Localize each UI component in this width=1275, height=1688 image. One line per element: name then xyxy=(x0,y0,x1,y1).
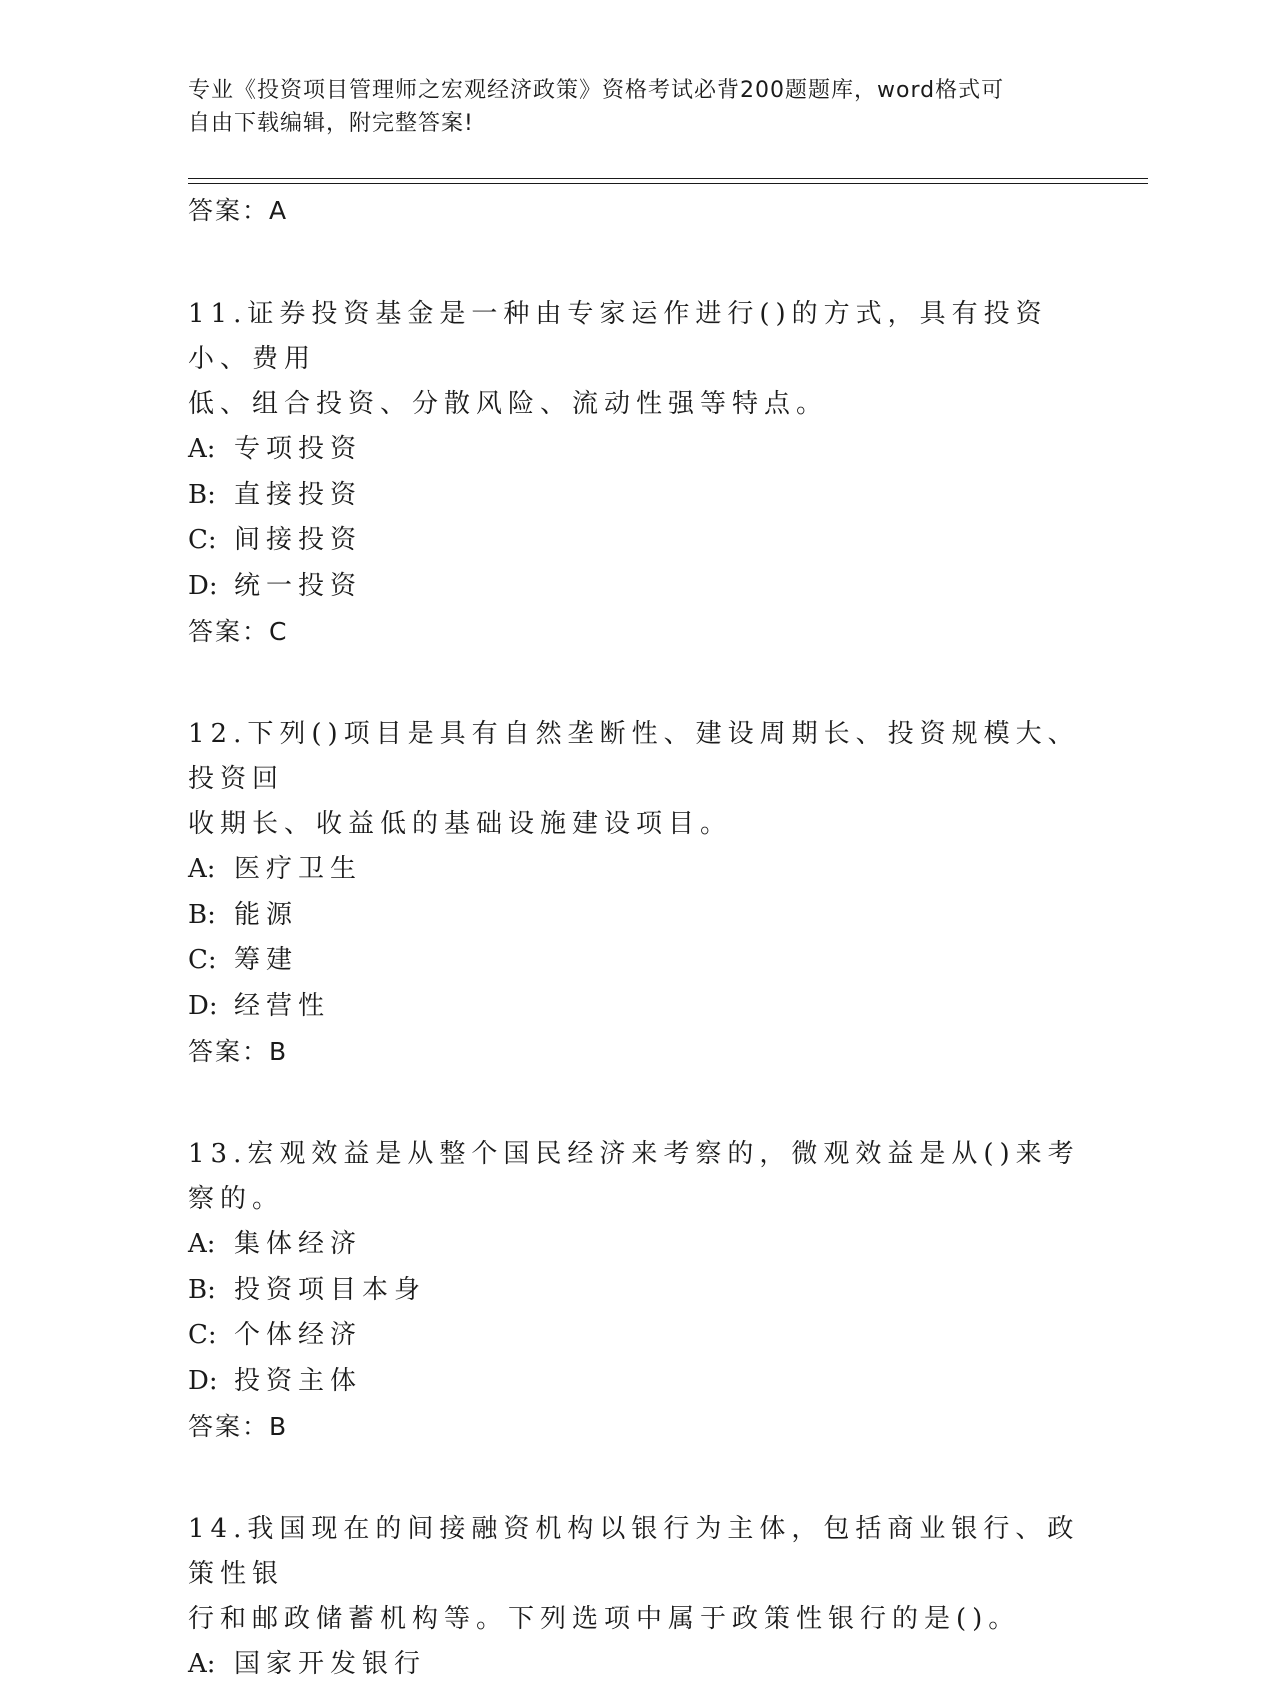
option-text: 经营性 xyxy=(234,990,331,1021)
header-rule-bottom xyxy=(188,183,1148,184)
option-key: A: xyxy=(188,1649,216,1679)
option-key: C: xyxy=(188,945,217,975)
question-stem xyxy=(188,1507,1088,1642)
option-text: 统一投资 xyxy=(234,570,363,601)
option-b xyxy=(188,893,1088,939)
stem-line: 低、组合投资、分散风险、流动性强等特点。 xyxy=(188,389,829,419)
question-12 xyxy=(188,712,1088,1074)
option-a xyxy=(188,1222,1088,1268)
question-11 xyxy=(188,292,1088,654)
document-header xyxy=(188,74,1068,140)
option-text: 专项投资 xyxy=(234,434,363,464)
stem-line: 13.宏观效益是从整个国民经济来考察的，微观效益是从()来考察的。 xyxy=(188,1139,1080,1214)
option-d xyxy=(188,564,1088,610)
answer: 答案：B xyxy=(188,1412,289,1441)
option-text: 个体经济 xyxy=(234,1320,363,1350)
option-text: 国家开发银行 xyxy=(234,1649,427,1679)
option-c xyxy=(188,1313,1088,1359)
option-b xyxy=(188,473,1088,519)
option-d xyxy=(188,1359,1088,1405)
header-line-2: 自由下载编辑，附完整答案! xyxy=(188,111,474,136)
option-key: B: xyxy=(188,899,216,930)
stem-line: 收期长、收益低的基础设施建设项目。 xyxy=(188,809,733,839)
option-d xyxy=(188,984,1088,1030)
question-stem xyxy=(188,712,1088,847)
option-text: 筹建 xyxy=(234,945,299,975)
option-key: A: xyxy=(188,854,216,884)
option-text: 投资主体 xyxy=(234,1365,363,1396)
option-a xyxy=(188,427,1088,473)
stem-line: 行和邮政储蓄机构等。下列选项中属于政策性银行的是()。 xyxy=(188,1604,1021,1634)
answer: 答案：C xyxy=(188,617,289,646)
option-a xyxy=(188,1642,1088,1688)
option-text: 能源 xyxy=(234,899,299,930)
option-key: D: xyxy=(188,570,218,601)
previous-answer: 答案：A xyxy=(188,196,289,225)
question-stem xyxy=(188,1132,1088,1222)
option-text: 投资项目本身 xyxy=(234,1274,427,1305)
option-key: B: xyxy=(188,479,216,510)
question-stem xyxy=(188,292,1088,427)
question-list xyxy=(188,188,1088,1688)
answer: 答案：B xyxy=(188,1037,289,1066)
option-key: D: xyxy=(188,1365,218,1396)
option-text: 集体经济 xyxy=(234,1229,363,1259)
stem-line: 12.下列()项目是具有自然垄断性、建设周期长、投资规模大、投资回 xyxy=(188,719,1080,794)
option-c xyxy=(188,518,1088,564)
option-key: C: xyxy=(188,1320,217,1350)
header-rule-top xyxy=(188,178,1148,179)
header-line-1: 专业《投资项目管理师之宏观经济政策》资格考试必背200题题库，word格式可 xyxy=(188,78,1005,103)
option-text: 直接投资 xyxy=(234,479,363,510)
option-text: 医疗卫生 xyxy=(234,854,363,884)
stem-line: 11.证券投资基金是一种由专家运作进行()的方式，具有投资小、费用 xyxy=(188,299,1048,374)
option-key: B: xyxy=(188,1274,216,1305)
option-b xyxy=(188,1268,1088,1314)
option-key: D: xyxy=(188,990,218,1021)
option-key: A: xyxy=(188,1229,216,1259)
option-c xyxy=(188,938,1088,984)
stem-line: 14.我国现在的间接融资机构以银行为主体，包括商业银行、政策性银 xyxy=(188,1514,1080,1589)
option-a xyxy=(188,847,1088,893)
option-key: C: xyxy=(188,525,217,555)
option-key: A: xyxy=(188,434,216,464)
question-13 xyxy=(188,1132,1088,1449)
question-14 xyxy=(188,1507,1088,1688)
option-text: 间接投资 xyxy=(234,525,363,555)
